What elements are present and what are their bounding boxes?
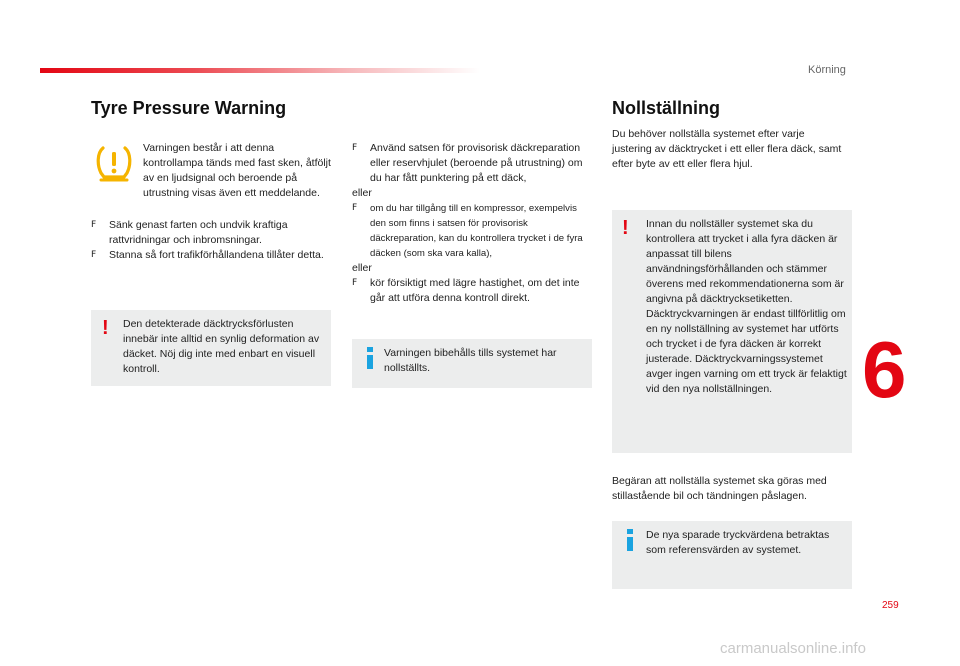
info-icon (363, 347, 377, 369)
middle-info-text: Varningen bibehålls tills systemet har nollställts. (384, 347, 557, 374)
middle-info-box (352, 339, 592, 388)
list-item: F Använd satsen för provisorisk däckreparation eller reservhjulet (beroende på utrustning) om du har fått punktering på ett däck, (352, 142, 583, 184)
right-info-box (612, 521, 852, 589)
watermark: carmanualsonline.info (720, 640, 866, 657)
bullet-mark: F (352, 203, 358, 213)
bullet-mark: F (352, 143, 358, 153)
exclamation-icon: ! (622, 217, 629, 239)
or-label: eller (352, 187, 372, 199)
bullet-mark: F (352, 278, 358, 288)
info-icon (623, 529, 637, 551)
right-warning-text: Innan du nollställer systemet ska du kontrollera att trycket i alla fyra däcken är anpassat till bilens användningsförhållanden och stämmer överens med rekommendationerna som är angivna på däcktrycksetiketten. Däcktryckvarningen är endast tillförlitlig om en ny nollställning av systemet har utförts och trycket i de fyra däcken är korrekt justerade. Däcktryckvarningssystemet avger ingen varning om ett tryck är felaktigt vid den nya nollställningen. (646, 218, 847, 395)
exclamation-icon: ! (102, 317, 109, 339)
list-item: F Stanna så fort trafikförhållandena tillåter detta. (91, 249, 324, 261)
header-accent-bar (40, 68, 480, 73)
right-info-text: De nya sparade tryckvärdena betraktas som referensvärden av systemet. (646, 529, 830, 556)
right-warning-box (612, 210, 852, 453)
bullet-mark: F (91, 220, 97, 230)
left-intro: Varningen består i att denna kontrollampa tänds med fast sken, åtföljt av en ljudsignal och beroende på utrustning visas även ett meddelande. (143, 142, 331, 199)
chapter-number: 6 (862, 325, 907, 414)
section-label: Körning (808, 64, 846, 76)
middle-bullets (352, 141, 592, 306)
left-bullets (91, 218, 331, 263)
tyre-pressure-warning-icon (94, 143, 134, 183)
left-title: Tyre Pressure Warning (91, 98, 287, 118)
right-intro: Du behöver nollställa systemet efter varje justering av däcktrycket i ett eller flera däck, samt efter byte av ett eller flera hjul. (612, 128, 842, 170)
list-item: F Sänk genast farten och undvik kraftiga rattvridningar och inbromsningar. (91, 219, 288, 246)
page-number: 259 (882, 600, 899, 611)
left-warning-box (91, 310, 331, 386)
bullet-mark: F (91, 250, 97, 260)
left-warning-text: Den detekterade däcktrycksförlusten innebär inte alltid en synlig deformation av däcket. Nöj dig inte med enbart en visuell kontroll. (123, 318, 320, 375)
or-label: eller (352, 262, 372, 274)
right-title: Nollställning (612, 98, 720, 118)
right-request: Begäran att nollställa systemet ska göras med stillastående bil och tändningen påslagen. (612, 475, 827, 502)
list-item: F om du har tillgång till en kompressor, exempelvis den som finns i satsen för provisorisk däckreparation, kan du kontrollera trycket i de fyra däcken (som ska vara kalla), (352, 203, 583, 259)
list-item: F kör försiktigt med lägre hastighet, om det inte går att utföra denna kontroll direkt. (352, 277, 580, 304)
